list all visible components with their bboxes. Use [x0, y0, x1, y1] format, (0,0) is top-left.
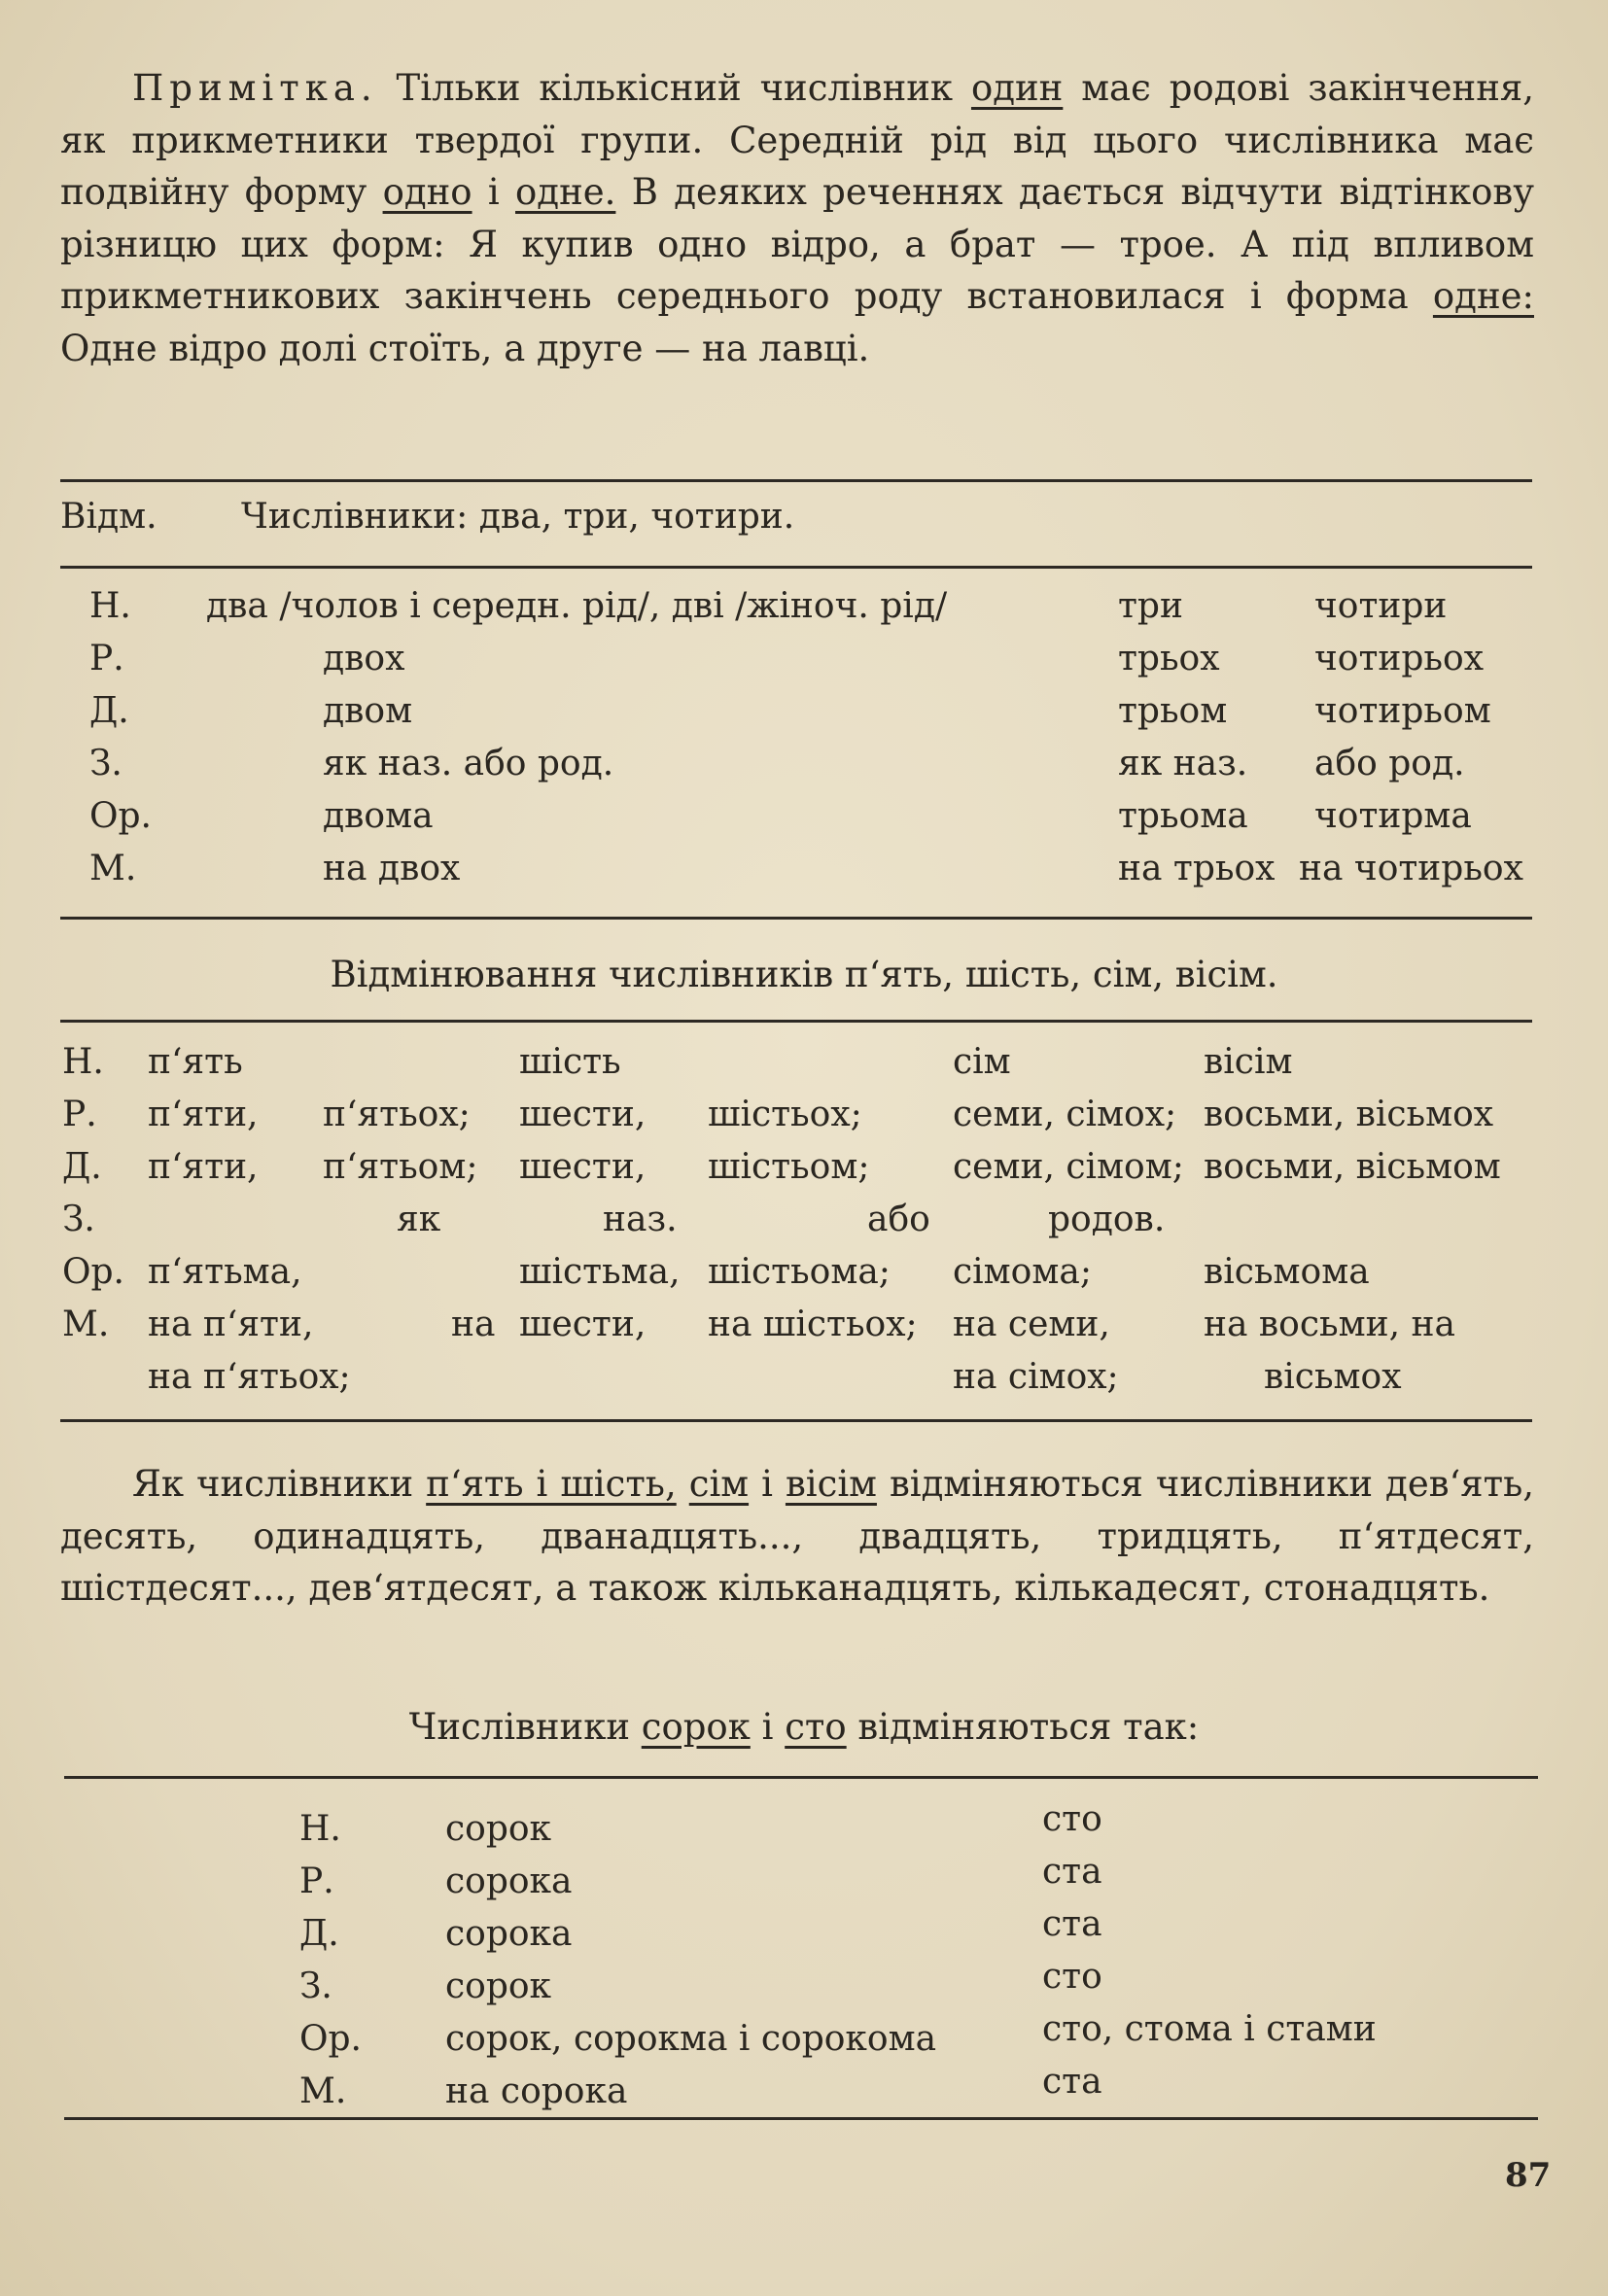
- word-odyn: один: [970, 67, 1064, 109]
- table1-dva-cell: два /чолов і середн. рід/, дві /жіноч. рід/: [206, 586, 948, 626]
- table1-try-cell: на трьох: [1118, 849, 1276, 888]
- table3-case: Н.: [299, 1809, 341, 1849]
- note-label: Примітка.: [132, 67, 378, 109]
- table1-try-cell: як наз.: [1118, 744, 1248, 783]
- table3-sto-cell: ста: [1042, 2062, 1102, 2102]
- table2-c6-cell: вісім: [1204, 1042, 1293, 1082]
- table3-sto-cell: ста: [1042, 1852, 1102, 1892]
- table2-c5-cell: семи, сімох;: [953, 1095, 1177, 1134]
- table3-sorok-cell: сорок, сорокма і сорокома: [445, 2019, 937, 2059]
- table2-c6-cell: восьми, вісьмом: [1204, 1147, 1501, 1187]
- table3-top-rule: [64, 1776, 1538, 1779]
- table3-heading-text-2: і: [750, 1706, 786, 1748]
- table1-dva-cell: на двох: [323, 849, 461, 888]
- table2-c3-cell: шести,: [519, 1147, 647, 1187]
- table1-case: Н.: [89, 586, 131, 626]
- table2-c1-cell: п‘яти,: [148, 1095, 259, 1134]
- word-odno: одно: [382, 171, 472, 213]
- table3-case: Ор.: [299, 2019, 363, 2059]
- table2-c6-cell: на восьми, на: [1204, 1305, 1455, 1344]
- table1-dva-cell: двом: [323, 691, 413, 731]
- table2-c1-cell: п‘яти,: [148, 1147, 259, 1187]
- table3-sorok-cell: сорока: [445, 1861, 573, 1901]
- note-text-3: і: [472, 171, 516, 213]
- table2-c6-cell: вісьмома: [1204, 1252, 1370, 1292]
- table1-chotyry-cell: чотирьом: [1314, 691, 1491, 731]
- para2-text-1: Як числівники: [132, 1463, 427, 1505]
- note-text-4: В деяких реченнях дається відчути відтінкову різницю цих форм: Я купив одно відро, а брат — трое. А під впливом прикметникових закінчень середнього роду встановилася і форма: [60, 171, 1535, 317]
- table2-cont-col1: на п‘ятьох;: [148, 1357, 351, 1397]
- table1-case: Ор.: [89, 796, 153, 836]
- paragraph-2: [60, 1458, 1534, 1615]
- table2-c6-cell: восьми, вісьмох: [1204, 1095, 1494, 1134]
- para2-word-2: сім: [688, 1463, 750, 1505]
- table2-c5-cell: сім: [953, 1042, 1011, 1082]
- table2-c4-cell: шістьом;: [708, 1147, 870, 1187]
- table3-sorok-cell: сорок: [445, 1809, 552, 1849]
- note-text-5: Одне відро долі стоїть, а друге — на лавці.: [60, 327, 870, 369]
- table3-sto-cell: сто: [1042, 1957, 1102, 1997]
- table2-c1-cell: на п‘яти,: [148, 1305, 314, 1344]
- para2-text-2: [677, 1463, 689, 1505]
- table2-c5-cell: семи, сімом;: [953, 1147, 1184, 1187]
- table3-sorok-cell: сорок: [445, 1966, 552, 2006]
- word-odne-2: одне:: [1432, 275, 1534, 317]
- table2-case: Р.: [62, 1095, 97, 1134]
- table1-case: Д.: [89, 691, 129, 731]
- table2-c2-cell: п‘ятьом;: [323, 1147, 478, 1187]
- table2-c3-cell: шести,: [519, 1095, 647, 1134]
- table3-bottom-rule: [64, 2117, 1538, 2120]
- table1-chotyry-cell: на чотирьох: [1299, 849, 1523, 888]
- table1-bottom-rule: [60, 917, 1532, 920]
- table2-case: М.: [62, 1305, 110, 1344]
- table1-top-rule: [60, 479, 1532, 482]
- table2-c5-cell: сімома;: [953, 1252, 1092, 1292]
- table1-try-cell: трьома: [1118, 796, 1248, 836]
- table3-case: Д.: [299, 1914, 339, 1954]
- table3-heading: [0, 1703, 1608, 1752]
- table1-try-cell: трьом: [1118, 691, 1228, 731]
- table3-sto-cell: сто: [1042, 1799, 1102, 1839]
- table2-z-word-1: як: [397, 1200, 441, 1239]
- para2-word-3: вісім: [785, 1463, 877, 1505]
- table1-dva-cell: двома: [323, 796, 434, 836]
- table2-cont-col5: на сімох;: [953, 1357, 1119, 1397]
- table1-title: Числівники: два, три, чотири.: [241, 497, 795, 537]
- table1-chotyry-cell: чотирма: [1314, 796, 1472, 836]
- table2-case: Ор.: [62, 1252, 125, 1292]
- table2-c4-cell: шістьох;: [708, 1095, 862, 1134]
- table3-heading-text-3: відміняються так:: [846, 1706, 1200, 1748]
- table2-z-word-4: родов.: [1048, 1200, 1166, 1239]
- table3-heading-word-1: сорок: [641, 1706, 751, 1748]
- table3-sto-cell: сто, стома і стами: [1042, 2009, 1377, 2049]
- note-text-2: має родові закінчення, як прикметники твердої групи. Середній рід від цього числівника має подвійну форму: [60, 67, 1534, 213]
- table3-heading-text-1: Числівники: [408, 1706, 642, 1748]
- table2-c2-cell: п‘ятьох;: [323, 1095, 471, 1134]
- table1-chotyry-cell: або род.: [1314, 744, 1465, 783]
- table1-chotyry-cell: чотирьох: [1314, 639, 1485, 678]
- table2-c5-cell: на семи,: [953, 1305, 1110, 1344]
- table1-case: М.: [89, 849, 137, 888]
- table1-try-cell: трьох: [1118, 639, 1220, 678]
- table2-c3-cell: шістьма,: [519, 1252, 681, 1292]
- para2-text-4: відміняються числівники дев‘ять, десять, одинадцять, дванадцять..., двадцять, тридцять, п‘ятдесят, шістдесят..., дев‘ятдесят, а також кільканадцять, кількадесят, стонадцять.: [60, 1463, 1535, 1609]
- table1-try-cell: три: [1118, 586, 1183, 626]
- table2-case: Н.: [62, 1042, 104, 1082]
- table3-heading-word-2: сто: [785, 1706, 847, 1748]
- table2-c4-cell: шістьома;: [708, 1252, 891, 1292]
- table2-title: Відмінювання числівників п‘ять, шість, сім, вісім.: [330, 954, 1278, 995]
- table2-cont-col6: вісьмох: [1264, 1357, 1402, 1397]
- table2-top-rule: [60, 1020, 1532, 1023]
- para2-text-3: і: [749, 1463, 786, 1505]
- table3-case: М.: [299, 2071, 347, 2111]
- table2-c1-cell: п‘ять: [148, 1042, 243, 1082]
- table2-c3-cell: шести,: [519, 1305, 647, 1344]
- table2-c3-cell: шість: [519, 1042, 621, 1082]
- table1-case: З.: [89, 744, 122, 783]
- table3-sto-cell: ста: [1042, 1904, 1102, 1944]
- page-number: 87: [1505, 2156, 1552, 2195]
- word-odne: одне.: [515, 171, 616, 213]
- table2-z-word-3: або: [867, 1200, 930, 1239]
- table1-case-header: Відм.: [60, 497, 157, 537]
- table2-z-word-2: наз.: [603, 1200, 678, 1239]
- note-text-1: Тільки кількісний числівник: [377, 67, 971, 109]
- table3-case: Р.: [299, 1861, 334, 1901]
- table2-case: Д.: [62, 1147, 102, 1187]
- table2-c1-cell: п‘ятьма,: [148, 1252, 302, 1292]
- table1-case: Р.: [89, 639, 124, 678]
- table2-c2-cell: на: [451, 1305, 496, 1344]
- table1-dva-cell: двох: [323, 639, 405, 678]
- table3-sorok-cell: на сорока: [445, 2071, 628, 2111]
- table2-bottom-rule: [60, 1419, 1532, 1422]
- table2-z-case: З.: [62, 1200, 95, 1239]
- table3-sorok-cell: сорока: [445, 1914, 573, 1954]
- note-paragraph: [60, 62, 1534, 374]
- table1-chotyry-cell: чотири: [1314, 586, 1448, 626]
- table1-dva-cell: як наз. або род.: [323, 744, 614, 783]
- para2-word-1: п‘ять і шість,: [426, 1463, 677, 1505]
- table1-header-rule: [60, 566, 1532, 569]
- table2-c4-cell: на шістьох;: [708, 1305, 918, 1344]
- table3-case: З.: [299, 1966, 332, 2006]
